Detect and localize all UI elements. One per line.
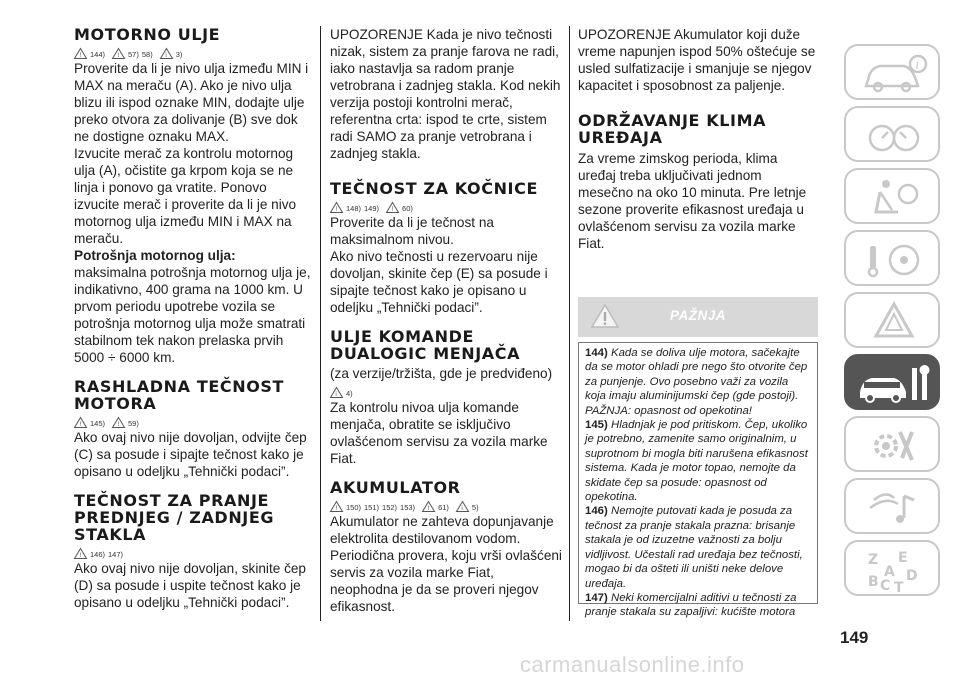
column-divider <box>569 26 570 621</box>
ref-number: 61) <box>438 503 449 512</box>
section-heading-gearbox-oil: ULJE KOMANDE DUALOGIC MENJAČA <box>330 327 521 363</box>
refs-washer <box>74 545 314 559</box>
svg-text:!: ! <box>427 505 430 512</box>
svg-text:i: i <box>915 57 920 72</box>
warning-triangle-icon <box>846 294 942 350</box>
warning-icon <box>422 501 435 512</box>
ref-number: 3) <box>175 50 183 59</box>
attention-box <box>578 297 818 619</box>
info-icon <box>456 501 469 512</box>
attention-item-number: 146) <box>585 505 608 518</box>
warning-icon <box>112 48 125 59</box>
tab-safety[interactable] <box>844 168 940 224</box>
refs-gearbox <box>330 384 562 398</box>
info-icon <box>160 48 173 59</box>
warning-icon <box>74 48 87 59</box>
ref-number: 147) <box>108 550 124 559</box>
warning-icon <box>112 417 125 428</box>
ref-number: 57) <box>128 50 139 59</box>
ref-number: 144) <box>90 50 106 59</box>
climate-text: Za vreme zimskog perioda, klima uređaj treba uključivati jednom mesečno na oko 10 minuta. Pre letnje sezone proverite efikasnost uređaja u ovlašćenom servisu za vozila marke Fiat. <box>578 151 807 251</box>
svg-text:!: ! <box>79 421 82 428</box>
section-heading-engine-oil: MOTORNO ULJE <box>74 25 221 44</box>
attention-item-text: Hladnjak je pod pritiskom. Čep, ukoliko je potrebno, zamenite samo originalnim, u suprotnom bi mogla biti narušena efikasnost sistema. Kada je motor topao, nemojte da skidate čep sa posude: opasnost od opekotina. <box>585 419 808 504</box>
svg-text:!: ! <box>79 52 82 59</box>
svg-text:i: i <box>461 505 463 512</box>
ref-number: 151) <box>364 503 380 512</box>
attention-item-text: Nemojte putovati kada je posuda za tečnost za pranje stakala prazna: brisanje stakala je od izuzetne važnosti za bolju vidljivost. Učestali rad uređaja bez tečnosti, mogao bi da ošteti ili uništi neke delove uređaja. <box>585 505 803 590</box>
ref-number: 145) <box>90 419 106 428</box>
column-1 <box>74 26 314 611</box>
ref-number: 153) <box>400 503 416 512</box>
column-3 <box>578 26 818 252</box>
warning-icon <box>330 501 343 512</box>
coolant-text: Ako ovaj nivo nije dovoljan, odvijte čep (C) sa posude i sipajte tečnost kako je opisano u odeljku „Tehnički podaci”. <box>74 430 307 479</box>
attention-item-text: Neki komercijalni aditivi u tečnosti za pranje stakala su zapaljivi: kućište motora <box>585 591 797 619</box>
tab-technical[interactable] <box>844 416 940 472</box>
svg-text:D: D <box>906 568 918 584</box>
svg-text:Z: Z <box>868 552 879 568</box>
attention-item-number: 144) <box>585 347 608 359</box>
svg-text:!: ! <box>79 552 82 559</box>
tab-multimedia[interactable] <box>844 478 940 534</box>
ref-number: 146) <box>90 550 106 559</box>
chapter-tabs <box>828 44 954 602</box>
info-car-icon <box>846 46 942 102</box>
brake-paragraph-1: Proverite da li je tečnost na maksimalnom nivou. <box>330 215 494 247</box>
ref-number: 60) <box>402 204 413 213</box>
refs-battery <box>330 498 562 512</box>
section-heading-coolant: RASHLADNA TEČNOST MOTORA <box>74 377 285 413</box>
warning-icon <box>330 202 343 213</box>
attention-item <box>585 346 811 418</box>
section-heading-washer: TEČNOST ZA PRANJE PREDNJEG / ZADNJEG STAKLA <box>74 491 275 544</box>
svg-text:A: A <box>884 564 895 580</box>
key-steering-icon <box>846 232 942 288</box>
attention-item <box>585 591 811 620</box>
column-divider <box>320 26 321 621</box>
airbag-seatbelt-icon <box>846 170 942 226</box>
tab-maintenance[interactable] <box>844 354 940 410</box>
warning-icon <box>74 548 87 559</box>
column-2 <box>330 26 562 615</box>
info-icon <box>330 387 343 398</box>
refs-brake <box>330 199 562 213</box>
svg-text:!: ! <box>117 421 120 428</box>
car-wrench-icon <box>846 356 942 412</box>
attention-item-text: Kada se doliva ulje motora, sačekajte da se motor ohladi pre nego što otvorite čep za punjenje. Ovo posebno važi za vozila koja imaju aluminijumski čep (gde postoji). PAŽNJA: opasnost od opekotina! <box>585 347 808 417</box>
warning-icon <box>386 202 399 213</box>
battery-text: Akumulator ne zahteva dopunjavanje elektrolita destilovanom vodom. Periodična provera, koju vrši ovlašćeni servis za vozila marke Fiat, neophodna je da se proveri njegov efikasnost. <box>330 514 562 614</box>
attention-title: PAŽNJA <box>669 308 726 323</box>
tab-starting[interactable] <box>844 230 940 286</box>
svg-text:E: E <box>898 550 908 566</box>
washer-text: Ako ovaj nivo nije dovoljan, skinite čep (D) sa posude i uspite tečnost kako je opisano u odeljku „Tehnički podaci”. <box>74 561 306 610</box>
alphabet-index-icon <box>846 542 942 598</box>
brake-paragraph-2: Ako nivo tečnosti u rezervoaru nije dovoljan, skinite čep (E) sa posude i sipajte tečnost kako je opisano u odeljku „Tehnički podaci”. <box>330 249 548 315</box>
ref-number: 58) <box>141 50 153 59</box>
svg-text:!: ! <box>391 206 394 213</box>
ref-number: 152) <box>382 503 398 512</box>
ref-number: 149) <box>364 204 380 213</box>
svg-text:B: B <box>868 574 879 590</box>
svg-text:!: ! <box>335 206 338 213</box>
svg-text:!: ! <box>335 505 338 512</box>
svg-text:C: C <box>880 578 891 594</box>
attention-item <box>585 418 811 504</box>
page-number: 149 <box>840 628 869 647</box>
gearbox-subtitle: (za verzije/tržišta, gde je predviđeno) <box>330 366 553 381</box>
media-music-icon <box>846 480 942 536</box>
ref-number: 4) <box>346 389 353 398</box>
oil-consumption-text: maksimalna potrošnja motornog ulja je, indikativno, 400 grama na 1000 km. U prvom periodu upotrebe vozila se potrošnja motornog ulja može smatrati stabilnom tek nakon prelaska prvih 5000 ÷ 6000 km. <box>74 265 311 365</box>
tab-info[interactable] <box>844 44 940 100</box>
section-heading-brake-fluid: TEČNOST ZA KOČNICE <box>330 179 538 198</box>
refs-engine-oil <box>74 45 314 59</box>
ref-number: 150) <box>346 503 362 512</box>
oil-consumption-label: Potrošnja motornog ulja: <box>74 248 236 263</box>
attention-header <box>578 297 818 337</box>
tab-dashboard[interactable] <box>844 106 940 162</box>
tab-index[interactable] <box>844 540 940 596</box>
watermark: carmanualsonline.info <box>520 652 745 677</box>
dashboard-icon <box>846 108 942 164</box>
svg-text:T: T <box>894 580 904 596</box>
washer-warning-text: UPOZORENJE Kada je nivo tečnosti nizak, sistem za pranje farova ne radi, iako nastavlja sa radom pranje vetrobrana i zadnjeg stakla. Kod nekih verzija postoji kontrolni merač, referentna crta: ispod te crte, sistem radi SAMO za pranje vetrobrana i zadnjeg stakla. <box>330 27 561 161</box>
ref-number: 59) <box>128 419 139 428</box>
engine-oil-paragraph-2: Izvucite merač za kontrolu motornog ulja (A), očistite ga krpom koja se ne linja i ponovo ga vratite. Ponovo izvucite merač i proverite da li je nivo motornog ulja između MIN i MAX na meraču. <box>74 146 297 246</box>
attention-item <box>585 504 811 590</box>
gearbox-text: Za kontrolu nivoa ulja komande menjača, obratite se isključivo ovlašćenom servisu za vozila marke Fiat. <box>330 400 548 466</box>
engine-oil-paragraph-1: Proverite da li je nivo ulja između MIN i MAX na meraču (A). Ako je nivo ulja blizu ili ispod oznake MIN, dodajte ulje preko otvora za dolivanje (B) sve dok ne dostigne oznaku MAX. <box>74 61 309 144</box>
ref-number: 5) <box>471 503 479 512</box>
attention-body <box>578 342 818 619</box>
ref-number: 148) <box>346 204 362 213</box>
section-heading-battery: AKUMULATOR <box>330 478 461 497</box>
svg-text:!: ! <box>117 52 120 59</box>
warning-icon <box>74 417 87 428</box>
refs-coolant <box>74 414 314 428</box>
section-heading-climate: ODRŽAVANJE KLIMA UREĐAJA <box>578 111 767 147</box>
battery-warning-text: UPOZORENJE Akumulator koji duže vreme napunjen ispod 50% oštećuje se usled sulfatizacije i smanjuje se njegov kapacitet i sposobnost za paljenje. <box>578 27 816 93</box>
svg-text:i: i <box>335 391 337 398</box>
svg-text:i: i <box>165 52 167 59</box>
tab-emergency[interactable] <box>844 292 940 348</box>
attention-item-number: 145) <box>585 419 608 432</box>
settings-tools-icon <box>846 418 942 474</box>
attention-item-number: 147) <box>585 591 608 604</box>
